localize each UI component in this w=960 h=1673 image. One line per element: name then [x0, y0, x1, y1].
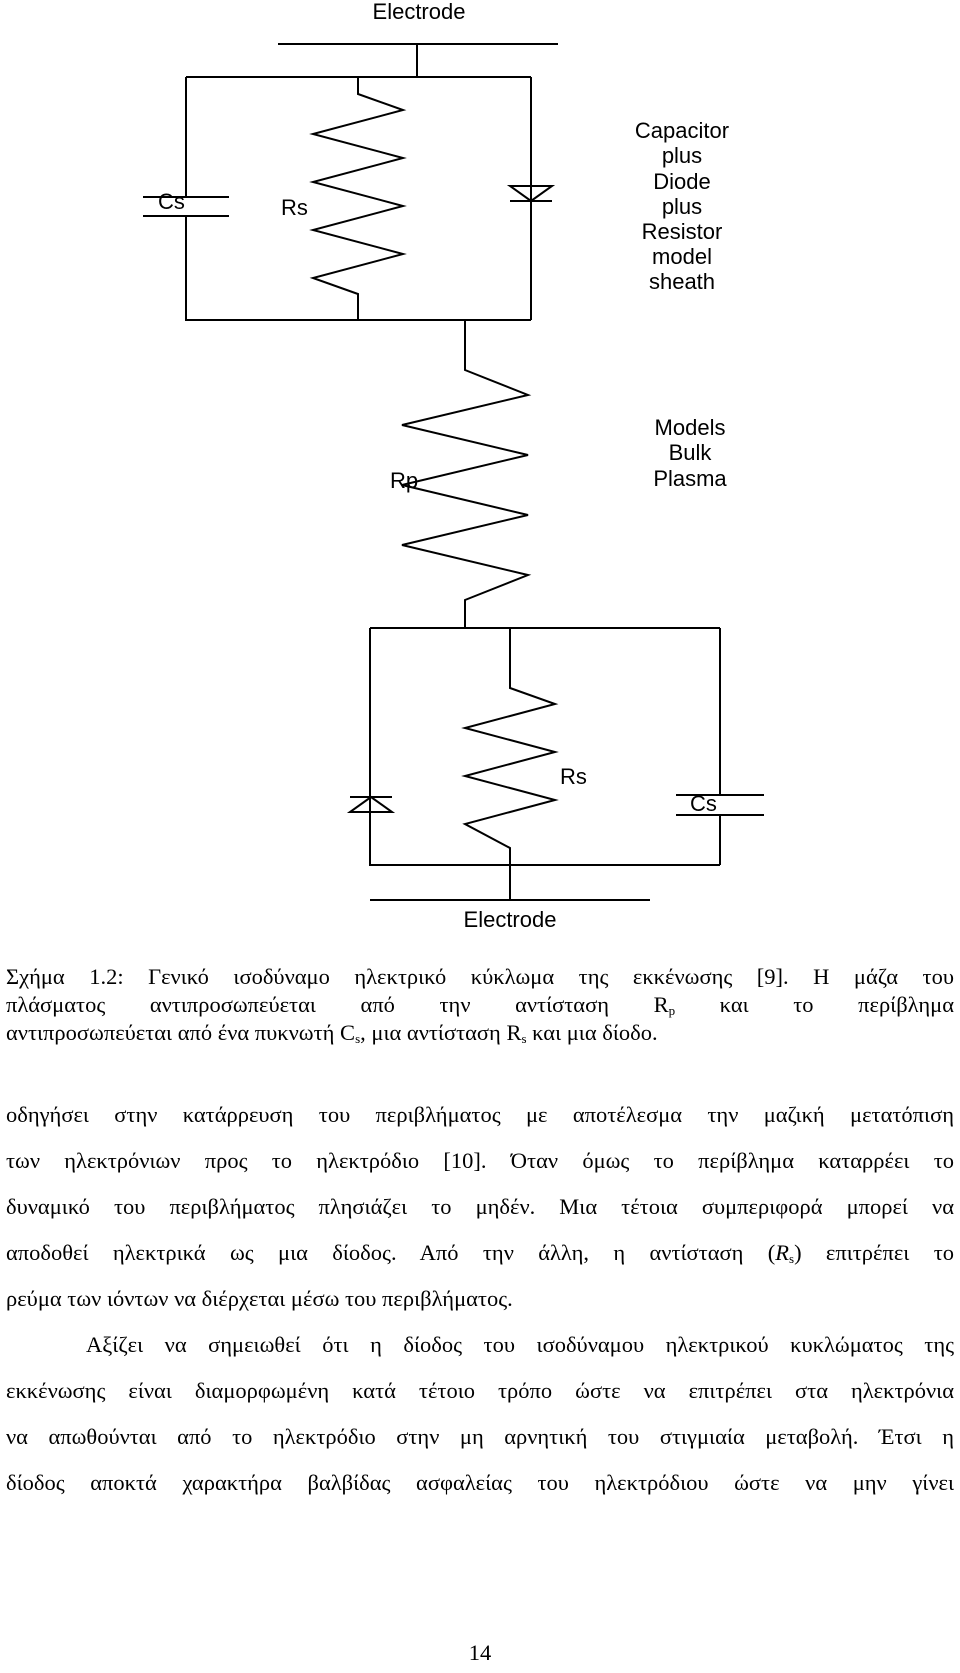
- caption-line-2-text: πλάσματος αντιπροσωπεύεται από την αντίσταση R: [6, 992, 669, 1017]
- bulk-note-line-2: Bulk: [668, 440, 712, 465]
- caption-line-2-tail: και το περίβλημα: [675, 992, 954, 1017]
- body-line-3: δυναμικό του περιβλήματος πλησιάζει το μηδέν. Μια τέτοια συμπεριφορά μπορεί να: [6, 1194, 954, 1219]
- rs-top-label: Rs: [281, 195, 308, 220]
- lower-left-bottom-wire: [370, 628, 720, 865]
- rp-label: Rp: [390, 468, 419, 493]
- rp-subscript: p: [668, 1003, 676, 1018]
- cs-bottom-label: Cs: [690, 791, 717, 816]
- body-line-9: δίοδος αποκτά χαρακτήρα βαλβίδας ασφαλείας του ηλεκτρόδιου ώστε να μην γίνει: [6, 1470, 954, 1495]
- body-line-5: ρεύμα των ιόντων να διέρχεται μέσω του περιβλήματος.: [6, 1286, 513, 1311]
- body-line-2: των ηλεκτρόνιων προς το ηλεκτρόδιο [10]. Όταν όμως το περίβλημα καταρρέει το: [6, 1148, 954, 1173]
- page-number: 14: [468, 1640, 492, 1665]
- sheath-note-line-6: model: [652, 244, 712, 269]
- caption-line-3: [6, 1019, 954, 1047]
- sheath-note-line-2: plus: [661, 143, 703, 168]
- body-line-7: εκκένωσης είναι διαμορφωμένη κατά τέτοιο τρόπο ώστε να επιτρέπει στα ηλεκτρόνια: [6, 1378, 954, 1403]
- rs-bottom-resistor: [465, 628, 555, 865]
- figure-caption: [6, 963, 954, 1047]
- caption-line-2: [6, 991, 954, 1019]
- sheath-note-line-1: Capacitor: [634, 118, 730, 143]
- cs-subscript: s: [355, 1031, 361, 1046]
- bulk-note-line-1: Models: [654, 415, 726, 440]
- electrode-bottom-label: Electrode: [463, 907, 557, 930]
- caption-line-3-tail: και μια δίοδο.: [526, 1020, 658, 1045]
- rs-subscript: s: [521, 1031, 527, 1046]
- caption-line-3-mid: , μια αντίσταση R: [360, 1020, 522, 1045]
- rs-symbol-subscript: s: [789, 1251, 795, 1266]
- body-text: [6, 1092, 954, 1506]
- rs-top-resistor: [313, 77, 403, 320]
- sheath-note-line-4: plus: [661, 194, 703, 219]
- rp-resistor: [402, 320, 528, 628]
- sheath-note-line-5: Resistor: [641, 219, 723, 244]
- electrode-top-label: Electrode: [372, 0, 466, 24]
- body-line-6: Αξίζει να σημειωθεί ότι η δίοδος του ισοδύναμου ηλεκτρικού κυκλώματος της: [86, 1332, 954, 1357]
- body-line-1: οδηγήσει στην κατάρρευση του περιβλήματος με αποτέλεσμα την μαζική μετατόπιση: [6, 1102, 954, 1127]
- caption-line-1: Σχήμα 1.2: Γενικό ισοδύναμο ηλεκτρικό κύκλωμα της εκκένωσης [9]. Η μάζα του: [6, 964, 954, 989]
- cs-top-label: Cs: [158, 189, 185, 214]
- rs-symbol: R: [775, 1240, 789, 1265]
- bulk-note-line-3: Plasma: [653, 466, 727, 491]
- sheath-note-line-3: Diode: [653, 169, 711, 194]
- caption-line-3-text: αντιπροσωπεύεται από ένα πυκνωτή C: [6, 1020, 356, 1045]
- body-line-4: [6, 1230, 954, 1276]
- body-line-4-text: αποδοθεί ηλεκτρικά ως μια δίοδος. Από την άλλη, η αντίσταση (: [6, 1240, 776, 1265]
- body-line-8: να απωθούνται από το ηλεκτρόδιο στην μη αρνητική του στιγμιαία μεταβολή. Έτσι η: [6, 1424, 954, 1449]
- body-line-4-tail: ) επιτρέπει το: [794, 1240, 954, 1265]
- rs-bottom-label: Rs: [560, 764, 587, 789]
- sheath-note-line-7: sheath: [648, 269, 716, 294]
